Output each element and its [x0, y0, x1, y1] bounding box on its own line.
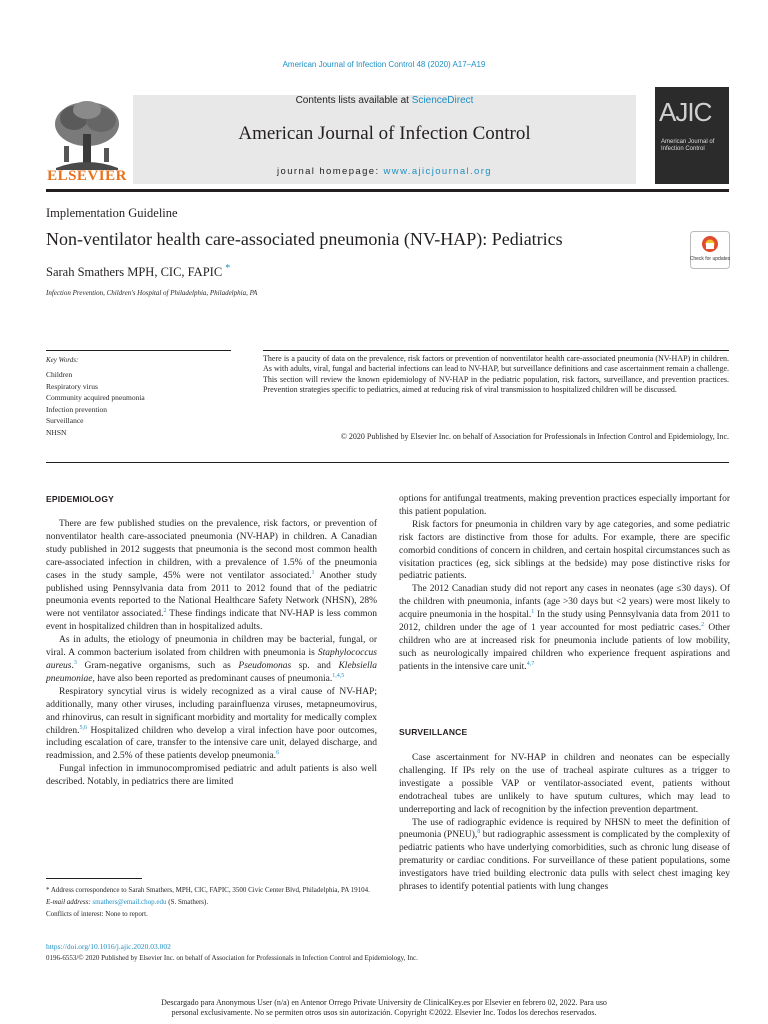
paragraph: The 2012 Canadian study did not report any cases in neonates (age ≤30 days). Of the children with pneumonia, infants (age >30 days but <2 years) were most likely to acquire pneumonia in the hospital.$^1$ In the study using Pennsylvania data from 2011 to 2012, children under the age of 1 year accounted for most pediatric cases.$^2$ Other children who are at increased risk for pneumonia include patients of low mobility, such as neurologically impaired children who experience frequent aspirations and patients in the intensive care unit.$^{4,7}$: [399, 584, 730, 672]
reference-link[interactable]: 4,7: [526, 660, 535, 667]
paragraph: Case ascertainment for NV-HAP in children and neonates can be especially challenging. If IPs rely on the use of tracheal aspirate cultures as a trigger to investigate a possible VAP or ventilator-associated event, patients without endotracheal tubes are unlikely to have sputum cultures, which may lead to underreporting and lack of recognition by the infection prevention department.: [399, 753, 730, 815]
reference-link[interactable]: 1: [531, 609, 535, 615]
right-column-body: [399, 493, 730, 674]
homepage-line: [133, 166, 636, 177]
download-notice-line: Descargado para Anonymous User (n/a) en Antenor Orrego Private University de ClinicalKey.es por Elsevier en febrero 02, 2022. Para uso: [161, 998, 607, 1007]
header-divider: [46, 189, 729, 192]
reference-link[interactable]: 3: [73, 659, 77, 666]
homepage-prefix: journal homepage:: [277, 166, 384, 177]
keywords-list: [46, 369, 145, 438]
badge-label: Check for updates: [690, 256, 730, 262]
conflicts-note: Conflicts of interest: None to report.: [46, 910, 148, 918]
abstract-text: There is a paucity of data on the prevalence, risk factors or prevention of nonventilator health care-associated pneumonia (NV-HAP) in children. As with adults, viral, fungal and bacterial infections can lead to NV-HAP, but surveillance definitions and case ascertainment remain a challenge. This section will review the known epidemiology of NV-HAP in the pediatric population, risk factors, surveillance, and prevention practices. Prevention strategies specific to pediatrics, aimed at reducing risk of viral transmission to hospitalized children will be discussed.: [263, 354, 729, 395]
cover-subtitle: American Journal of Infection Control: [661, 139, 715, 152]
download-notice: [0, 998, 768, 1018]
keywords-title: Key Words:: [46, 356, 79, 364]
issn-line: 0196-6553/© 2020 Published by Elsevier Inc. on behalf of Association for Professionals in Infection Control and Epidemiology, Inc.: [46, 954, 418, 962]
reference-link[interactable]: 2: [701, 621, 705, 628]
reference-link[interactable]: 2: [163, 608, 167, 615]
author-name: Sarah Smathers MPH, CIC, FAPIC: [46, 265, 223, 280]
keyword-item: Infection prevention: [46, 404, 108, 414]
contents-prefix: Contents lists available at: [295, 95, 412, 106]
keyword-item: Respiratory virus: [46, 381, 98, 391]
reference-link[interactable]: 8: [477, 829, 481, 836]
contents-line: [133, 95, 636, 106]
elsevier-wordmark[interactable]: ELSEVIER: [47, 168, 127, 184]
footnote-rule: [46, 878, 142, 879]
journal-cover-image[interactable]: [655, 87, 729, 184]
sciencedirect-link[interactable]: ScienceDirect: [411, 95, 474, 106]
right-column-body-2: [399, 752, 730, 894]
reference-link[interactable]: 5,6: [79, 724, 88, 731]
keyword-item: Surveillance: [46, 416, 84, 425]
keyword-item: Children: [46, 370, 73, 379]
left-column-body: [46, 518, 377, 789]
journal-citation[interactable]: American Journal of Infection Control 48 (2020) A17–A19: [282, 60, 486, 69]
abstract-bottom-rule: [46, 462, 729, 463]
paragraph: options for antifungal treatments, making prevention practices especially important for this patient population.: [399, 494, 730, 517]
check-for-updates-badge[interactable]: [690, 231, 730, 269]
reference-link[interactable]: 6: [276, 750, 280, 757]
article-section-type: Implementation Guideline: [46, 206, 178, 220]
abstract-top-rule: [263, 350, 729, 351]
download-notice-line: personal exclusivamente. No se permiten otros usos sin autorización. Copyright ©2022. Elsevier Inc. Todos los derechos reservados.: [171, 1008, 597, 1017]
keyword-item: NHSN: [46, 427, 67, 437]
keyword-item: Community acquired pneumonia: [46, 393, 145, 402]
reference-link[interactable]: 1: [311, 569, 315, 576]
abstract-copyright: © 2020 Published by Elsevier Inc. on behalf of Association for Professionals in Infection Control and Epidemiology, Inc.: [340, 432, 729, 441]
paragraph: Risk factors for pneumonia in children vary by age categories, and some pediatric risk factors are distinctive from those for adults. For example, there are specific comorbid conditions of concern in children, and certain hospital circumstances such as visitation practices (eg, sick siblings at the bedside) may pose distinctive risks for pediatric patients.: [399, 519, 730, 582]
homepage-link[interactable]: www.ajicjournal.org: [383, 166, 492, 177]
epidemiology-heading: EPIDEMIOLOGY: [46, 494, 115, 504]
paragraph: Fungal infection in immunocompromised pediatric and adult patients is also well described. Notably, in pediatrics there are limited: [46, 764, 377, 788]
correspondence-note: * Address correspondence to Sarah Smathers, MPH, CIC, FAPIC, 3500 Civic Center Blvd, Philadelphia, PA 19104.: [46, 886, 370, 894]
cover-title: AJIC: [659, 97, 712, 127]
surveillance-heading: SURVEILLANCE: [399, 727, 468, 737]
author-affiliation: Infection Prevention, Children's Hospital of Philadelphia, Philadelphia, PA: [46, 289, 258, 297]
doi-link[interactable]: https://doi.org/10.1016/j.ajic.2020.03.002: [46, 942, 171, 951]
paragraph: As in adults, the etiology of pneumonia in children may be bacterial, fungal, or viral. A common bacterium isolated from children with pneumonia is Staphylococcus aureus.$^3$ Gram-negative organisms, such as Pseudomonas sp. and Klebsiella pneumoniae, have also been reported as predominant causes of pneumonia.$^{1,4,5}$: [46, 635, 377, 684]
article-title: Non-ventilator health care-associated pneumonia (NV-HAP): Pediatrics: [46, 229, 563, 249]
footnotes: [46, 884, 376, 920]
paragraph: The use of radiographic evidence is required by NHSN to meet the definition of pneumonia (PNEU),$^8$ but radiographic assessment is complicated by the complexity of pediatric patients who have underlying comorbidities, such as chronic lung disease of prematurity or cardiac conditions. For surveillance of these patient populations, some investigators have tried building electronic data pulls with select chest imaging key phrases to identify potential patients with lung changes: [399, 817, 730, 893]
author-line: [46, 263, 230, 280]
paragraph: There are few published studies on the prevalence, risk factors, or prevention of nonventilator health care-associated pneumonia (NV-HAP) in children. A Canadian study published in 2012 suggests that pneumonia is the second most common health care-associated infection in children, with a prevalence of 1.5% of the pneumonia cases in the study sample, 45% were not ventilator associated.$^1$ Another study published using Pennsylvania data from 2011 to 2012 found that of the pediatric pneumonia events reported to the National Healthcare Safety Network (NHSN), 28% were not ventilator associated.$^2$ These findings indicate that NV-HAP is less common event in hospitalized children than in hospitalized adults.: [46, 519, 377, 633]
paragraph: Respiratory syncytial virus is widely recognized as a viral cause of NV-HAP; additionally, many other viruses, including parainfluenza viruses, metapneumovirus, and rhinovirus, can result in significant morbidity and mortality for medically complex children.$^{5,6}$ Hospitalized children who develop a viral infection have poor outcomes, including escalation of care, transfer to the intensive care unit, delayed discharge, and readmission, and 2.5% of these patients develop pneumonia.$^6$: [46, 686, 377, 762]
email-note: E-mail address: smathers@email.chop.edu (S. Smathers).: [46, 898, 209, 906]
email-link[interactable]: smathers@email.chop.edu: [92, 898, 167, 906]
reference-link[interactable]: 1,4,5: [332, 672, 345, 679]
journal-title: American Journal of Infection Control: [238, 123, 531, 144]
keywords-top-rule: [46, 350, 231, 351]
author-footnote-mark[interactable]: *: [225, 263, 231, 274]
